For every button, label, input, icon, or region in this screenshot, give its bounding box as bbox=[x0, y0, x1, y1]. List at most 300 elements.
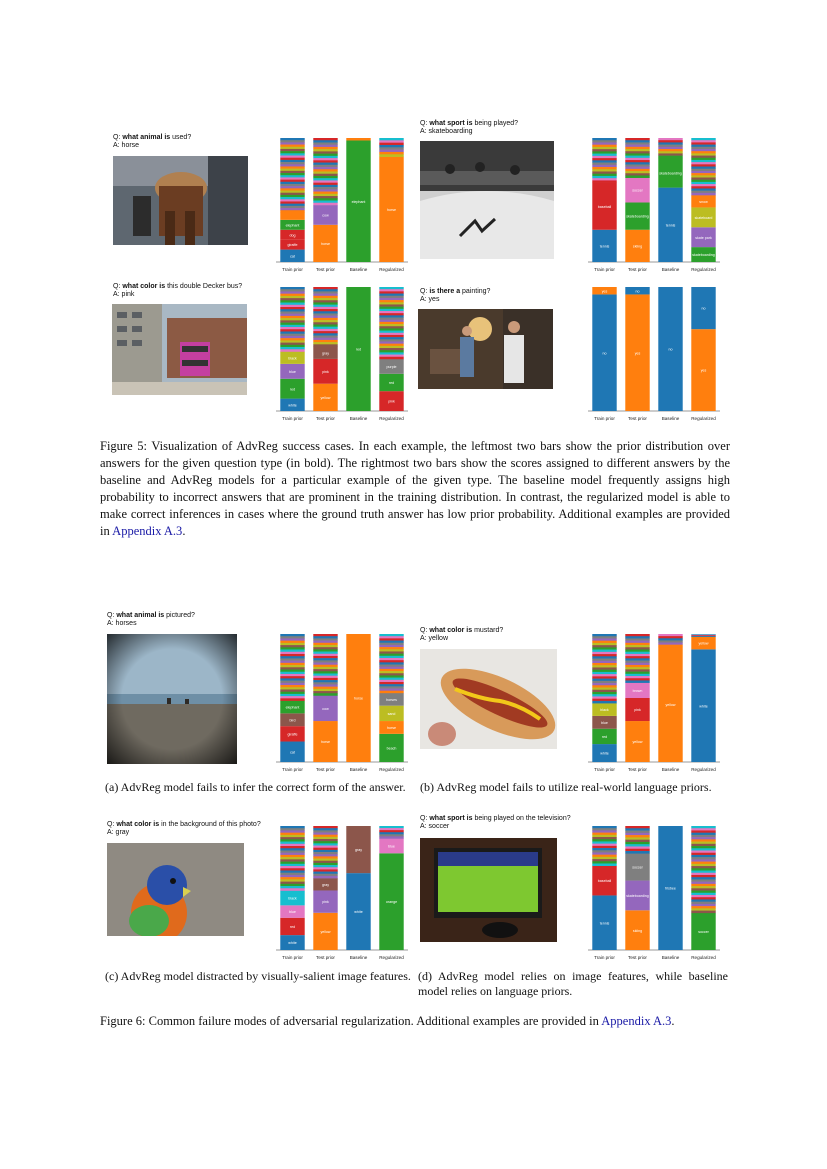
bar-sliver bbox=[625, 669, 649, 672]
bar-segment-label: yes bbox=[601, 289, 608, 294]
x-tick-label: Regularized bbox=[691, 767, 716, 772]
x-tick-label: Regularized bbox=[691, 416, 716, 421]
bar-segment-label: yellow bbox=[698, 641, 709, 646]
bar-sliver bbox=[280, 177, 304, 179]
bar-segment-label: giraffe bbox=[287, 732, 298, 737]
bar-segment-label: yes bbox=[634, 351, 641, 356]
bar-segment-label: snow bbox=[699, 199, 708, 204]
bar-sliver bbox=[691, 853, 715, 856]
bar-sliver bbox=[625, 160, 649, 163]
bar-segment-label: yellow bbox=[632, 740, 643, 745]
bar-sliver bbox=[379, 331, 403, 333]
bar-sliver bbox=[313, 344, 337, 347]
bar-segment-other bbox=[379, 138, 403, 157]
bar-sliver bbox=[379, 154, 403, 157]
stacked-bar-chart bbox=[270, 630, 410, 774]
bar-sliver bbox=[280, 340, 304, 343]
bar-sliver bbox=[592, 679, 616, 682]
bar-sliver bbox=[280, 676, 304, 679]
bar-sliver bbox=[313, 641, 337, 643]
bar-segment-label: cat bbox=[290, 750, 295, 755]
bar-sliver bbox=[379, 641, 403, 643]
x-tick-label: Train prior bbox=[282, 267, 303, 272]
bar-sliver bbox=[280, 663, 304, 666]
appendix-link[interactable]: Appendix A.3 bbox=[601, 1014, 672, 1028]
bar-sliver bbox=[280, 882, 304, 885]
bar-sliver bbox=[592, 859, 616, 862]
x-tick-label: Baseline bbox=[349, 267, 368, 272]
bar-sliver bbox=[280, 672, 304, 675]
photo-parrot bbox=[107, 843, 244, 936]
bar-segment bbox=[346, 138, 370, 140]
bar-sliver bbox=[592, 848, 616, 851]
bar-sliver bbox=[313, 667, 337, 669]
bar-sliver bbox=[379, 643, 403, 645]
stacked-bar-chart bbox=[582, 283, 722, 423]
bar-sliver bbox=[280, 683, 304, 686]
bar-sliver bbox=[592, 140, 616, 143]
bar-sliver bbox=[313, 154, 337, 157]
bar-sliver bbox=[379, 313, 403, 315]
bar-sliver bbox=[691, 156, 715, 158]
bar-sliver bbox=[658, 645, 682, 647]
bar-sliver bbox=[658, 643, 682, 645]
bar-sliver bbox=[625, 638, 649, 641]
bar-sliver bbox=[313, 660, 337, 662]
bar-sliver bbox=[313, 309, 337, 312]
bar-sliver bbox=[280, 309, 304, 312]
bar-segment-label: skateboarding bbox=[659, 171, 682, 176]
bar-segment-label: orange bbox=[385, 900, 398, 905]
bar-sliver bbox=[280, 844, 304, 847]
bar-sliver bbox=[280, 656, 304, 659]
bar-sliver bbox=[592, 852, 616, 855]
bar-segment-label: elephant bbox=[285, 705, 300, 710]
question-label: Q: what color is mustard? bbox=[420, 627, 504, 634]
bar-sliver bbox=[691, 846, 715, 849]
x-tick-label: Regularized bbox=[379, 416, 404, 421]
bar-sliver bbox=[379, 289, 403, 291]
bar-sliver bbox=[625, 676, 649, 679]
bar-sliver bbox=[625, 138, 649, 141]
bar-sliver bbox=[625, 831, 649, 834]
bar-sliver bbox=[313, 187, 337, 190]
bar-sliver bbox=[280, 641, 304, 644]
bar-sliver bbox=[691, 175, 715, 177]
bar-sliver bbox=[313, 329, 337, 332]
appendix-link[interactable]: Appendix A.3 bbox=[112, 524, 183, 538]
bar-sliver bbox=[280, 846, 304, 849]
x-tick-label: Train prior bbox=[594, 267, 615, 272]
bar-segment-label: cow bbox=[322, 706, 329, 711]
bar-sliver bbox=[313, 671, 337, 673]
bar-sliver bbox=[313, 142, 337, 145]
answer-label: A: horses bbox=[107, 620, 137, 627]
bar-sliver bbox=[313, 149, 337, 152]
bar-sliver bbox=[313, 649, 337, 651]
bar-sliver bbox=[313, 656, 337, 658]
bar-sliver bbox=[592, 844, 616, 847]
bar-segment-label: bird bbox=[289, 718, 296, 723]
bar-sliver bbox=[691, 830, 715, 833]
bar-sliver bbox=[691, 188, 715, 190]
bar-sliver bbox=[280, 698, 304, 701]
bar-segment-other bbox=[658, 138, 682, 158]
bar-sliver bbox=[658, 142, 682, 145]
bar-segment bbox=[280, 212, 304, 219]
answer-label: A: pink bbox=[113, 291, 135, 298]
bar-sliver bbox=[280, 875, 304, 878]
bar-sliver bbox=[592, 674, 616, 677]
bar-sliver bbox=[379, 150, 403, 153]
bar-sliver bbox=[379, 304, 403, 306]
bar-sliver bbox=[691, 882, 715, 885]
bar-sliver bbox=[280, 307, 304, 310]
bar-sliver bbox=[280, 169, 304, 171]
bar-sliver bbox=[379, 678, 403, 680]
bar-sliver bbox=[691, 147, 715, 149]
x-tick-label: Test prior bbox=[628, 767, 647, 772]
bar-sliver bbox=[280, 694, 304, 697]
bar-sliver bbox=[625, 634, 649, 637]
bar-sliver bbox=[379, 350, 403, 352]
bar-sliver bbox=[658, 140, 682, 143]
question-label: Q: what color is this double Decker bus? bbox=[113, 283, 243, 290]
bar-sliver bbox=[313, 158, 337, 161]
bar-sliver bbox=[313, 331, 337, 334]
bar-sliver bbox=[691, 191, 715, 193]
bar-sliver bbox=[280, 862, 304, 865]
x-tick-label: Baseline bbox=[661, 416, 680, 421]
bar-sliver bbox=[280, 864, 304, 867]
bar-sliver bbox=[625, 680, 649, 683]
bar-sliver bbox=[592, 151, 616, 154]
bar-sliver bbox=[592, 661, 616, 664]
bar-sliver bbox=[625, 169, 649, 172]
bar-sliver bbox=[691, 904, 715, 907]
bar-sliver bbox=[625, 828, 649, 831]
bar-sliver bbox=[625, 849, 649, 852]
bar-segment-label: red bbox=[355, 347, 362, 352]
bar-sliver bbox=[691, 911, 715, 914]
bar-sliver bbox=[379, 647, 403, 649]
bar-sliver bbox=[625, 826, 649, 829]
bar-sliver bbox=[313, 324, 337, 327]
bar-sliver bbox=[313, 298, 337, 301]
bar-segment-label: giraffe bbox=[287, 243, 298, 248]
bar-sliver bbox=[379, 656, 403, 658]
bar-sliver bbox=[280, 303, 304, 306]
bar-segment-label: white bbox=[288, 403, 297, 408]
bar-sliver bbox=[313, 201, 337, 204]
bar-sliver bbox=[280, 345, 304, 348]
stacked-bar-chart bbox=[582, 134, 722, 274]
answer-label: A: yellow bbox=[420, 635, 449, 642]
bar-segment-other bbox=[313, 138, 337, 205]
bar-sliver bbox=[379, 145, 403, 148]
bar-sliver bbox=[379, 324, 403, 326]
bar-sliver bbox=[658, 636, 682, 638]
bar-sliver bbox=[625, 665, 649, 668]
bar-sliver bbox=[379, 645, 403, 647]
bar-sliver bbox=[379, 298, 403, 300]
bar-sliver bbox=[313, 665, 337, 667]
bar-sliver bbox=[313, 856, 337, 858]
bar-sliver bbox=[313, 196, 337, 199]
bar-sliver bbox=[280, 645, 304, 648]
bar-sliver bbox=[625, 835, 649, 838]
bar-sliver bbox=[313, 198, 337, 201]
bar-sliver bbox=[691, 844, 715, 847]
bar-sliver bbox=[313, 830, 337, 832]
photo-hotdog bbox=[420, 649, 557, 749]
bar-sliver bbox=[691, 193, 715, 195]
bar-sliver bbox=[592, 841, 616, 844]
bar-segment-other bbox=[691, 634, 715, 637]
bar-sliver bbox=[691, 886, 715, 889]
bar-sliver bbox=[691, 171, 715, 173]
bar-sliver bbox=[280, 879, 304, 882]
bar-sliver bbox=[379, 684, 403, 686]
bar-sliver bbox=[280, 201, 304, 203]
bar-sliver bbox=[691, 879, 715, 882]
bar-sliver bbox=[379, 667, 403, 669]
x-tick-label: Train prior bbox=[282, 955, 303, 960]
x-tick-label: Baseline bbox=[661, 267, 680, 272]
bar-sliver bbox=[280, 149, 304, 151]
bar-segment-label: horse bbox=[321, 242, 330, 246]
bar-sliver bbox=[280, 830, 304, 833]
question-label: Q: is there a painting? bbox=[420, 288, 491, 295]
bar-segment-other bbox=[691, 826, 715, 913]
bar-sliver bbox=[379, 152, 403, 155]
bar-sliver bbox=[625, 678, 649, 681]
bar-sliver bbox=[625, 672, 649, 675]
bar-sliver bbox=[592, 656, 616, 659]
bar-segment-label: yes bbox=[700, 368, 707, 373]
bar-sliver bbox=[379, 315, 403, 317]
bar-sliver bbox=[592, 681, 616, 684]
bar-segment-other bbox=[280, 634, 304, 701]
bar-segment-label: pink bbox=[388, 399, 395, 404]
bar-sliver bbox=[313, 307, 337, 310]
bar-sliver bbox=[280, 334, 304, 337]
bar-sliver bbox=[592, 830, 616, 833]
bar-sliver bbox=[625, 658, 649, 661]
bar-sliver bbox=[280, 835, 304, 838]
bar-sliver bbox=[280, 300, 304, 303]
x-tick-label: Train prior bbox=[282, 767, 303, 772]
bar-sliver bbox=[625, 844, 649, 847]
bar-sliver bbox=[280, 857, 304, 860]
bar-sliver bbox=[280, 210, 304, 212]
bar-sliver bbox=[313, 167, 337, 170]
bar-segment-label: gray bbox=[322, 351, 329, 356]
stacked-bar-chart bbox=[270, 134, 410, 274]
bar-sliver bbox=[691, 138, 715, 140]
bar-sliver bbox=[625, 661, 649, 664]
bar-sliver bbox=[313, 140, 337, 143]
x-tick-label: Regularized bbox=[379, 267, 404, 272]
bar-sliver bbox=[313, 165, 337, 168]
bar-sliver bbox=[379, 320, 403, 322]
bar-segment-label: dog bbox=[289, 233, 296, 238]
bar-sliver bbox=[313, 189, 337, 192]
bar-sliver bbox=[313, 839, 337, 841]
bar-sliver bbox=[280, 848, 304, 851]
bar-segment-label: pink bbox=[634, 708, 641, 713]
bar-segment-other bbox=[658, 634, 682, 647]
bar-sliver bbox=[313, 342, 337, 345]
bar-sliver bbox=[592, 180, 616, 183]
bar-sliver bbox=[280, 323, 304, 326]
bar-sliver bbox=[313, 693, 337, 695]
bar-segment-label: cow bbox=[322, 213, 329, 218]
bar-sliver bbox=[280, 837, 304, 840]
bar-sliver bbox=[280, 888, 304, 891]
bar-sliver bbox=[280, 186, 304, 188]
bar-segment-label: beach bbox=[386, 746, 397, 751]
bar-sliver bbox=[691, 186, 715, 188]
bar-segment-other bbox=[379, 287, 403, 359]
bar-sliver bbox=[691, 164, 715, 166]
answer-label: A: gray bbox=[107, 829, 130, 836]
bar-sliver bbox=[379, 830, 403, 832]
bar-sliver bbox=[625, 156, 649, 159]
bar-sliver bbox=[592, 665, 616, 668]
bar-sliver bbox=[691, 895, 715, 898]
bar-sliver bbox=[592, 659, 616, 662]
bar-segment-label: black bbox=[600, 708, 609, 713]
bar-sliver bbox=[691, 833, 715, 836]
bar-sliver bbox=[280, 338, 304, 341]
bar-sliver bbox=[691, 173, 715, 175]
x-tick-label: Regularized bbox=[691, 955, 716, 960]
bar-sliver bbox=[280, 287, 304, 290]
bar-sliver bbox=[313, 171, 337, 174]
bar-segment-label: horses bbox=[386, 697, 397, 702]
bar-segment-label: black bbox=[288, 356, 297, 361]
bar-sliver bbox=[280, 206, 304, 208]
bar-sliver bbox=[691, 636, 715, 637]
bar-segment-other bbox=[592, 138, 616, 183]
bar-sliver bbox=[379, 649, 403, 651]
bar-sliver bbox=[280, 289, 304, 292]
bar-sliver bbox=[625, 158, 649, 161]
bar-segment-label: red bbox=[289, 925, 296, 930]
x-tick-label: Train prior bbox=[594, 767, 615, 772]
figure5-caption: Figure 5: Visualization of AdvReg success cases. In each example, the leftmost two bars show the prior distribution over answers for the given question type (in bold). The rightmost two bars show the scores assigned to different answers by the baseline and AdvReg models for a particular example of the given type. The baseline model frequently assigns high probability to incorrect answers that are prominent in the training distribution. In contrast, the regularized model is able to make correct inferences in cases where the ground truth answer has low prior probability. Additional examples are provided in Appendix A.3. bbox=[100, 439, 730, 538]
bar-sliver bbox=[691, 167, 715, 169]
bar-sliver bbox=[280, 643, 304, 646]
bar-sliver bbox=[691, 149, 715, 151]
bar-sliver bbox=[280, 696, 304, 699]
bar-sliver bbox=[625, 846, 649, 849]
bar-sliver bbox=[691, 140, 715, 142]
bar-sliver bbox=[592, 861, 616, 864]
bar-sliver bbox=[658, 634, 682, 636]
bar-sliver bbox=[313, 300, 337, 303]
bar-sliver bbox=[379, 682, 403, 684]
bar-sliver bbox=[691, 884, 715, 887]
bar-sliver bbox=[280, 291, 304, 294]
photo-beach bbox=[107, 634, 237, 764]
bar-sliver bbox=[379, 346, 403, 348]
bar-sliver bbox=[313, 296, 337, 299]
bar-sliver bbox=[592, 652, 616, 655]
bar-sliver bbox=[280, 331, 304, 334]
bar-sliver bbox=[313, 678, 337, 680]
bar-segment-label: skiing bbox=[632, 928, 643, 933]
bar-sliver bbox=[625, 140, 649, 143]
bar-segment-other bbox=[625, 634, 649, 683]
photo-tv-soccer bbox=[420, 838, 557, 942]
bar-segment-label: cat bbox=[290, 254, 295, 259]
bar-sliver bbox=[592, 839, 616, 842]
bar-sliver bbox=[691, 857, 715, 860]
bar-segment-label: elephant bbox=[351, 199, 366, 204]
bar-sliver bbox=[280, 647, 304, 650]
bar-sliver bbox=[691, 184, 715, 186]
bar-sliver bbox=[280, 886, 304, 889]
bar-segment-label: white bbox=[699, 704, 708, 709]
bar-segment-label: elephant bbox=[285, 223, 300, 228]
figure6-caption: Figure 6: Common failure modes of adversarial regularization. Additional examples are provided in Appendix A.3. bbox=[100, 1014, 675, 1028]
bar-segment-label: skateboarding bbox=[626, 214, 649, 219]
bar-sliver bbox=[379, 826, 403, 828]
bar-sliver bbox=[280, 164, 304, 166]
bar-segment-label: yellow bbox=[320, 930, 331, 934]
bar-sliver bbox=[379, 654, 403, 656]
bar-segment-label: pink bbox=[322, 900, 329, 905]
subcaption-b: (b) AdvReg model fails to utilize real-world language priors. bbox=[420, 780, 712, 794]
bar-sliver bbox=[592, 699, 616, 702]
bar-sliver bbox=[280, 650, 304, 653]
bar-sliver bbox=[280, 661, 304, 664]
bar-sliver bbox=[313, 869, 337, 871]
bar-sliver bbox=[313, 163, 337, 166]
bar-sliver bbox=[313, 674, 337, 676]
stacked-bar-chart bbox=[270, 822, 410, 962]
bar-sliver bbox=[691, 891, 715, 894]
bar-sliver bbox=[280, 320, 304, 323]
bar-sliver bbox=[280, 173, 304, 175]
bar-sliver bbox=[379, 834, 403, 836]
bar-sliver bbox=[313, 636, 337, 638]
bar-sliver bbox=[280, 329, 304, 332]
bar-sliver bbox=[280, 877, 304, 880]
bar-sliver bbox=[592, 154, 616, 157]
bar-sliver bbox=[313, 837, 337, 839]
bar-sliver bbox=[313, 658, 337, 660]
x-tick-label: Test prior bbox=[628, 416, 647, 421]
bar-sliver bbox=[313, 311, 337, 314]
photo-horse-cart bbox=[113, 156, 248, 245]
bar-sliver bbox=[280, 138, 304, 140]
bar-segment-label: tennis bbox=[665, 223, 676, 228]
bar-sliver bbox=[280, 311, 304, 314]
bar-sliver bbox=[592, 636, 616, 639]
bar-sliver bbox=[691, 899, 715, 902]
bar-sliver bbox=[313, 876, 337, 878]
bar-sliver bbox=[280, 870, 304, 873]
bar-sliver bbox=[379, 335, 403, 337]
photo-bus-street bbox=[112, 304, 247, 395]
bar-sliver bbox=[592, 163, 616, 166]
bar-sliver bbox=[313, 327, 337, 330]
bar-sliver bbox=[280, 184, 304, 186]
bar-sliver bbox=[379, 307, 403, 309]
